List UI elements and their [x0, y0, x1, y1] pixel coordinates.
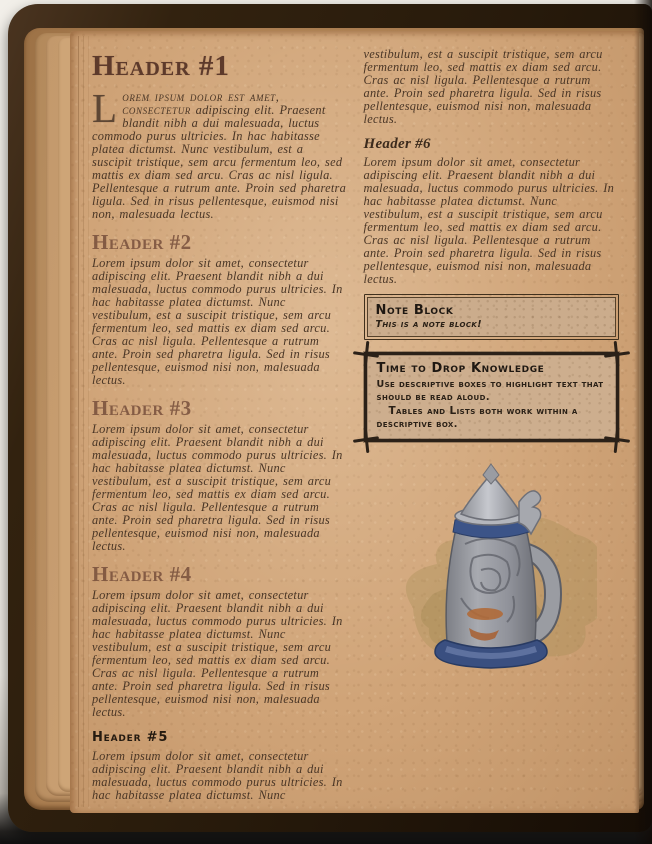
right-column	[364, 48, 620, 803]
note-block-text: This is a note block!	[375, 319, 482, 330]
sketch-corner-icon	[606, 345, 626, 365]
paragraph-3: Lorem ipsum dolor sit amet, consectetur adipiscing elit. Praesent blandit nibh a dui malesuada, luctus commodo purus ultricies. In hac habitasse platea dictumst. Nunc vestibulum, est a suscipit tristique, sem arcu fermentum leo, sed mattis ex diam sed arcu. Cras ac nisl ligula. Pellentesque a rutrum ante. Proin sed pharetra ligula. Sed in risus pellentesque, euismod nisi non, malesuada lectus.	[92, 422, 343, 553]
left-column	[92, 48, 348, 803]
page-columns	[70, 31, 639, 813]
descriptive-box-line2-rest: both work within a descriptive box.	[376, 406, 578, 430]
intro-lead-line: orem ipsum dolor est amet, consectetur	[122, 90, 280, 117]
paragraph-5: Lorem ipsum dolor sit amet, consectetur adipiscing elit. Praesent blandit nibh a dui malesuada, luctus commodo purus ultricies. In hac habitasse platea dictumst. Nunc	[92, 749, 343, 802]
paragraph-5-continuation: vestibulum, est a suscipit tristique, sem arcu fermentum leo, sed mattis ex diam sed arcu. Cras ac nisl ligula. Pellentesque a rutrum ante. Proin sed pharetra ligula. Sed in risus pellentesque, euismod nisi non, malesuada lectus.	[363, 47, 603, 126]
sketch-corner-icon	[357, 429, 377, 449]
stein-illustration	[364, 458, 620, 698]
descriptive-box-title: Time to Drop Knowledge	[376, 361, 545, 376]
intro-paragraph	[92, 85, 348, 221]
descriptive-box-line2-bold: Tables and Lists	[388, 405, 476, 417]
paragraph-6: Lorem ipsum dolor sit amet, consectetur adipiscing elit. Praesent blandit nibh a dui malesuada, luctus commodo purus ultricies. In hac habitasse platea dictumst. Nunc vestibulum, est a suscipit tristique, sem arcu fermentum leo, sed mattis ex diam sed arcu. Cras ac nisl ligula. Pellentesque a rutrum ante. Proin sed pharetra ligula. Sed in risus pellentesque, euismod nisi non, malesuada lectus.	[363, 155, 615, 286]
header-2: Header #2	[92, 230, 192, 254]
note-block	[364, 294, 620, 340]
beer-stein-icon	[385, 458, 597, 698]
header-5: Header #5	[92, 730, 169, 745]
header-3: Header #3	[92, 396, 192, 420]
paragraph-2: Lorem ipsum dolor sit amet, consectetur adipiscing elit. Praesent blandit nibh a dui malesuada, luctus commodo purus ultricies. In hac habitasse platea dictumst. Nunc vestibulum, est a suscipit tristique, sem arcu fermentum leo, sed mattis ex diam sed arcu. Cras ac nisl ligula. Pellentesque a rutrum ante. Proin sed pharetra ligula. Sed in risus pellentesque, euismod nisi non, malesuada lectus.	[92, 256, 343, 387]
sketch-corner-icon	[357, 345, 377, 365]
paragraph-4: Lorem ipsum dolor sit amet, consectetur adipiscing elit. Praesent blandit nibh a dui malesuada, luctus commodo purus ultricies. In hac habitasse platea dictumst. Nunc vestibulum, est a suscipit tristique, sem arcu fermentum leo, sed mattis ex diam sed arcu. Cras ac nisl ligula. Pellentesque a rutrum ante. Proin sed pharetra ligula. Sed in risus pellentesque, euismod nisi non, malesuada lectus.	[92, 588, 343, 719]
header-4: Header #4	[92, 562, 192, 586]
note-block-title: Note Block	[375, 303, 454, 318]
note-block-inner	[367, 297, 617, 337]
parchment-page	[70, 31, 639, 813]
sketch-corner-icon	[606, 429, 626, 449]
descriptive-box	[364, 352, 620, 442]
descriptive-box-line2	[377, 405, 607, 431]
descriptive-box-line1: Use descriptive boxes to highlight text that should be read aloud.	[376, 379, 604, 403]
header-1: Header #1	[92, 50, 230, 82]
header-6: Header #6	[363, 136, 431, 152]
intro-body: adipiscing elit. Praesent blandit nibh a dui malesuada, luctus commodo purus ultricies. In hac habitasse platea dictumst. Nunc vestibulum, est a suscipit tristique, sem arcu fermentum leo, sed mattis ex diam sed arcu. Cras ac nisl ligula. Pellentesque a rutrum ante. Proin sed pharetra ligula. Sed in risus pellentesque, euismod nisi non, malesuada lectus.	[92, 103, 347, 221]
drop-cap: L	[92, 85, 118, 131]
